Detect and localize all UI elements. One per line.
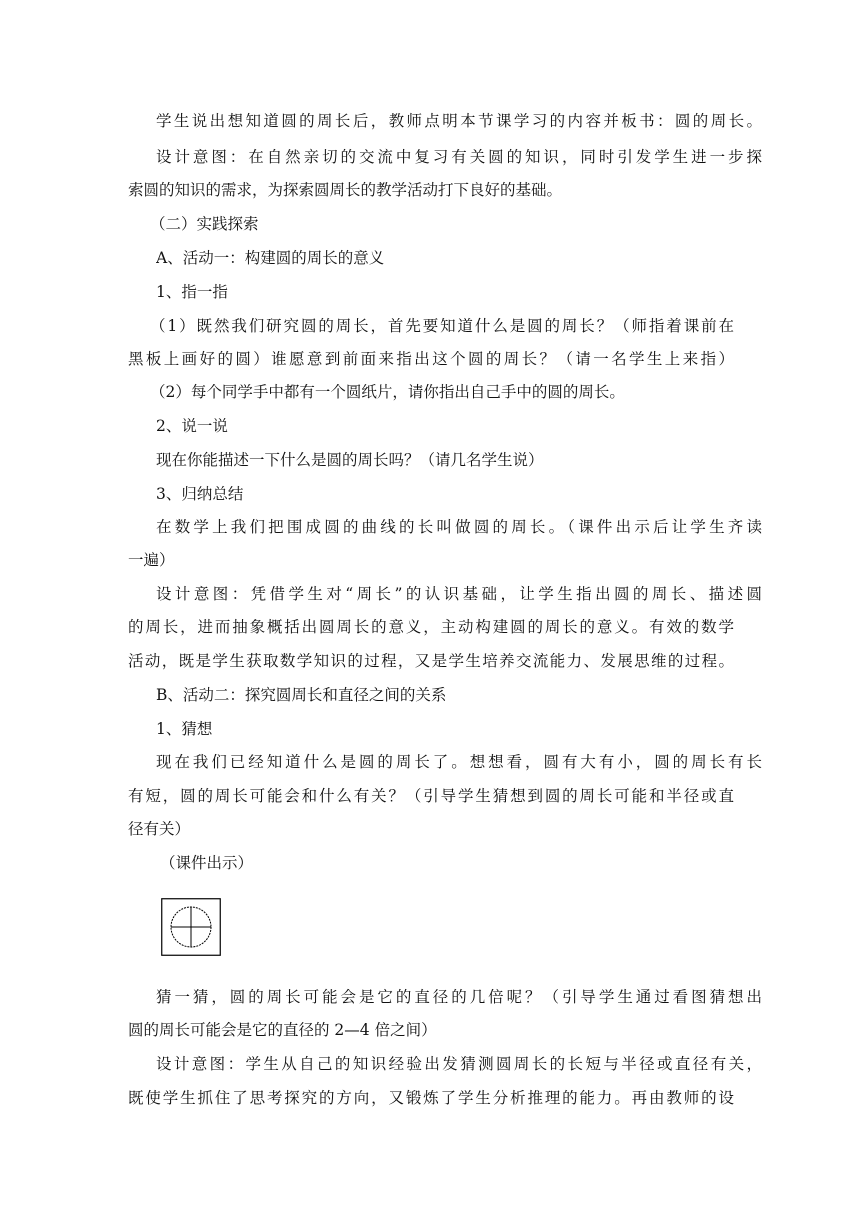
section-heading: （二）实践探索 bbox=[150, 215, 259, 233]
paragraph-line: 黑板上画好的圆）谁愿意到前面来指出这个圆的周长？（请一名学生上来指） bbox=[128, 350, 734, 368]
step-heading: 1、猜想 bbox=[156, 720, 213, 738]
paragraph-line: 既使学生抓住了思考探究的方向，又锻炼了学生分析推理的能力。再由教师的设 bbox=[128, 1089, 734, 1107]
paragraph-line: （课件出示） bbox=[160, 854, 254, 872]
paragraph-line: 在数学上我们把围成圆的曲线的长叫做圆的周长。（课件出示后让学生齐读 bbox=[156, 518, 762, 536]
paragraph-line: 设计意图：凭借学生对“周长”的认识基础，让学生指出圆的周长、描述圆 bbox=[156, 585, 762, 603]
paragraph-line: 学生说出想知道圆的周长后，教师点明本节课学习的内容并板书：圆的周长。 bbox=[156, 112, 762, 130]
paragraph-line: 一遍） bbox=[128, 551, 175, 569]
paragraph-line: 的周长，进而抽象概括出圆周长的意义，主动构建圆的周长的意义。有效的数学 bbox=[128, 618, 734, 636]
paragraph-line: 设计意图：学生从自己的知识经验出发猜测圆周长的长短与半径或直径有关， bbox=[156, 1055, 762, 1073]
paragraph-line: 现在你能描述一下什么是圆的周长吗？（请几名学生说） bbox=[156, 451, 544, 469]
subsection-heading: B、活动二：探究圆周长和直径之间的关系 bbox=[156, 686, 447, 704]
paragraph-line: 猜一猜，圆的周长可能会是它的直径的几倍呢？（引导学生通过看图猜想出 bbox=[156, 988, 762, 1006]
paragraph-line: （2）每个同学手中都有一个圆纸片，请你指出自己手中的圆的周长。 bbox=[150, 383, 625, 401]
paragraph-line: 活动，既是学生获取数学知识的过程，又是学生培养交流能力、发展思维的过程。 bbox=[128, 652, 734, 670]
paragraph-line: 索圆的知识的需求，为探索圆周长的教学活动打下良好的基础。 bbox=[128, 181, 563, 199]
paragraph-line: 设计意图：在自然亲切的交流中复习有关圆的知识，同时引发学生进一步探 bbox=[156, 148, 762, 166]
subsection-heading: A、活动一：构建圆的周长的意义 bbox=[156, 249, 385, 267]
paragraph-line: 现在我们已经知道什么是圆的周长了。想想看，圆有大有小，圆的周长有长 bbox=[156, 753, 762, 771]
circle-in-square-figure bbox=[161, 898, 221, 956]
paragraph-line: 圆的周长可能会是它的直径的 2—4 倍之间） bbox=[128, 1021, 437, 1039]
step-heading: 1、指一指 bbox=[156, 283, 228, 301]
step-heading: 3、归纳总结 bbox=[156, 485, 244, 503]
step-heading: 2、说一说 bbox=[156, 417, 228, 435]
paragraph-line: （1）既然我们研究圆的周长，首先要知道什么是圆的周长？（师指着课前在 bbox=[150, 317, 734, 335]
paragraph-line: 径有关） bbox=[128, 820, 191, 838]
paragraph-line: 有短，圆的周长可能会和什么有关？（引导学生猜想到圆的周长可能和半径或直 bbox=[128, 787, 734, 805]
